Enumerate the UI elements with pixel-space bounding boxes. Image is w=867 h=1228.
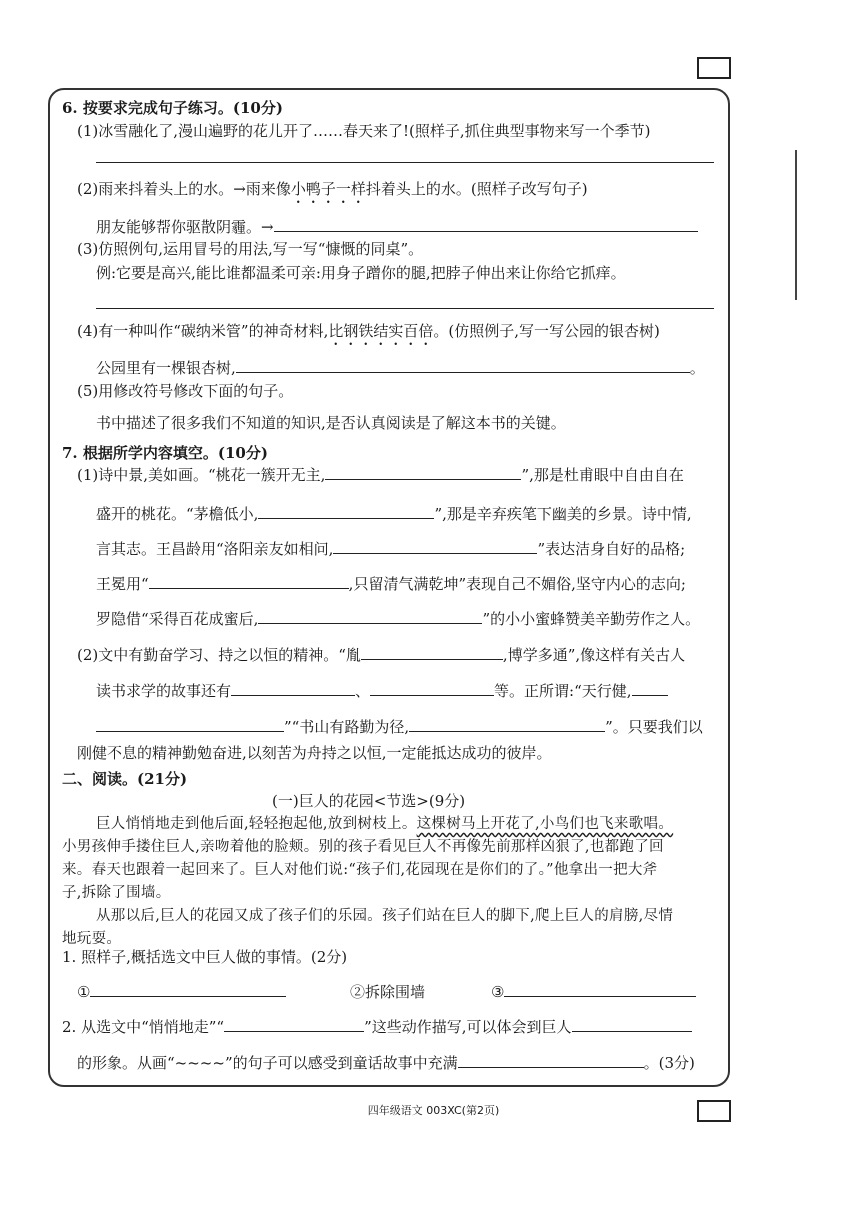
q7-blank-8[interactable] bbox=[370, 681, 494, 696]
q7-line6-text-b: ,博学多通”,像这样有关古人 bbox=[502, 646, 686, 664]
q6-item1-answer-line[interactable] bbox=[96, 162, 714, 163]
passage-p1-line4: 子,拆除了围墙。 bbox=[62, 885, 171, 901]
reading-q2-blank-1[interactable] bbox=[224, 1017, 364, 1032]
reading-q1-answers bbox=[77, 981, 286, 1003]
passage-p1-line2: 小男孩伸手搂住巨人,亲吻着他的脸颊。别的孩子看见巨人不再像先前那样凶狠了,也都跑了回 bbox=[62, 839, 664, 855]
q7-blank-6[interactable] bbox=[361, 645, 503, 660]
passage-p1-text: 巨人悄悄地走到他后面,轻轻抱起他,放到树枝上。 bbox=[96, 816, 417, 832]
q7-line7-text-a: 读书求学的故事还有 bbox=[96, 682, 232, 700]
q7-blank-1[interactable] bbox=[325, 465, 521, 480]
q6-item4 bbox=[77, 320, 660, 349]
q7-line5-text-a: 罗隐借“采得百花成蜜后, bbox=[96, 610, 259, 628]
page-corner-box-top bbox=[697, 57, 731, 79]
q6-item4-dotted: 比钢铁结实百倍 bbox=[328, 322, 434, 340]
q7-line9: 刚健不息的精神勤勉奋进,以刻苦为舟持之以恒,一定能抵达成功的彼岸。 bbox=[77, 744, 552, 762]
q6-item2-prompt bbox=[96, 216, 698, 238]
q6-item2-prompt-text: 朋友能够帮你驱散阴霾。→ bbox=[96, 218, 274, 236]
q7-line6-text-a: (2)文中有勤奋学习、持之以恒的精神。“胤 bbox=[77, 646, 361, 664]
q6-item2-answer-blank[interactable] bbox=[274, 217, 698, 232]
reading-section-title: 二、阅读。(21分) bbox=[62, 770, 188, 788]
q7-line1-text-b: ”,那是杜甫眼中自由自在 bbox=[521, 466, 684, 484]
reading-passage-title: (一)巨人的花园<节选>(9分) bbox=[272, 792, 466, 810]
reading-q2-blank-2[interactable] bbox=[572, 1017, 692, 1032]
q6-item2 bbox=[77, 178, 588, 207]
q7-line6 bbox=[77, 644, 685, 666]
q7-blank-3[interactable] bbox=[333, 539, 537, 554]
q6-item2-dotted: 小鸭子一样 bbox=[290, 180, 366, 198]
passage-wavy-sentence: 这棵树马上开花了,小鸟们也飞来歌唱。 bbox=[416, 816, 674, 832]
q7-blank-7[interactable] bbox=[231, 681, 355, 696]
q7-line2 bbox=[96, 503, 692, 525]
q7-blank-5[interactable] bbox=[258, 609, 482, 624]
q6-item4-prompt-text: 公园里有一棵银杏树, bbox=[96, 359, 236, 377]
q7-blank-11[interactable] bbox=[409, 717, 605, 732]
q7-blank-9[interactable] bbox=[632, 681, 668, 696]
q7-line4-text-a: 王冕用“ bbox=[96, 575, 149, 593]
q7-blank-10[interactable] bbox=[96, 717, 284, 732]
reading-q1-item3 bbox=[491, 981, 696, 1003]
q6-item5-sentence: 书中描述了很多我们不知道的知识,是否认真阅读是了解这本书的关键。 bbox=[96, 414, 566, 432]
q6-item2-text-b: 抖着头上的水。(照样子改写句子) bbox=[365, 180, 588, 198]
reading-q2 bbox=[62, 1016, 692, 1038]
passage-p2-line1: 从那以后,巨人的花园又成了孩子们的乐园。孩子们站在巨人的脚下,爬上巨人的肩膀,尽情 bbox=[96, 908, 674, 924]
reading-q2-text-a: 2. 从选文中“悄悄地走”“ bbox=[62, 1018, 225, 1036]
q6-item4-end: 。 bbox=[689, 359, 705, 377]
q7-line8-text-b: ”。只要我们以 bbox=[605, 718, 703, 736]
passage-p1-line1 bbox=[96, 813, 673, 835]
q7-line7-text-c: 等。正所谓:“天行健, bbox=[494, 682, 632, 700]
q7-line8 bbox=[96, 716, 703, 738]
q6-item1: (1)冰雪融化了,漫山遍野的花儿开了……春天来了!(照样子,抓住典型事物来写一个季节) bbox=[77, 122, 651, 140]
q7-line4-text-b: ,只留清气满乾坤”表现自己不媚俗,坚守内心的志向; bbox=[348, 575, 686, 593]
q6-item3: (3)仿照例句,运用冒号的用法,写一写“慷慨的同桌”。 bbox=[77, 240, 424, 258]
q6-item3-example: 例:它要是高兴,能比谁都温柔可亲:用身子蹭你的腿,把脖子伸出来让你给它抓痒。 bbox=[96, 264, 626, 282]
q7-line3 bbox=[96, 538, 685, 560]
q7-line5 bbox=[96, 608, 700, 630]
q7-line3-text-a: 言其志。王昌龄用“洛阳亲友如相问, bbox=[96, 540, 334, 558]
q7-line8-text-a: ”“书山有路勤为径, bbox=[284, 718, 410, 736]
reading-q1-blank-3[interactable] bbox=[504, 982, 696, 997]
q6-item4-prompt bbox=[96, 357, 705, 379]
reading-q1-blank-1[interactable] bbox=[90, 982, 286, 997]
reading-q1-item1-label: ① bbox=[77, 983, 91, 1001]
passage-p2-line2: 地玩耍。 bbox=[62, 931, 122, 947]
page-footer: 四年级语文 003XC(第2页) bbox=[367, 1104, 500, 1117]
q6-item4-answer-blank[interactable] bbox=[236, 358, 690, 373]
binding-margin-line bbox=[795, 150, 797, 300]
q6-item5: (5)用修改符号修改下面的句子。 bbox=[77, 382, 294, 400]
q7-blank-2[interactable] bbox=[258, 504, 434, 519]
q7-line3-text-b: ”表达洁身自好的品格; bbox=[537, 540, 686, 558]
q7-line1-text-a: (1)诗中景,美如画。“桃花一簇开无主, bbox=[77, 466, 326, 484]
q7-line4 bbox=[96, 573, 686, 595]
q7-title: 7. 根据所学内容填空。(10分) bbox=[62, 444, 268, 462]
q7-line7 bbox=[96, 680, 668, 702]
reading-q1: 1. 照样子,概括选文中巨人做的事情。(2分) bbox=[62, 948, 348, 966]
reading-q2-blank-3[interactable] bbox=[458, 1053, 644, 1068]
reading-q2-line2-text: 的形象。从画“~~~~”的句子可以感受到童话故事中充满 bbox=[77, 1054, 458, 1072]
q6-item3-answer-line[interactable] bbox=[96, 308, 714, 309]
reading-q2-score: 。(3分) bbox=[643, 1054, 695, 1072]
passage-p1-line3: 来。春天也跟着一起回来了。巨人对他们说:“孩子们,花园现在是你们的了。”他拿出一把大斧 bbox=[62, 862, 658, 878]
q7-line5-text-b: ”的小小蜜蜂赞美辛勤劳作之人。 bbox=[482, 610, 701, 628]
reading-q1-item2: ②拆除围墙 bbox=[350, 983, 426, 1001]
q7-line2-text-b: ”,那是辛弃疾笔下幽美的乡景。诗中情, bbox=[434, 505, 692, 523]
q7-line1 bbox=[77, 464, 684, 486]
q6-item2-text-a: (2)雨来抖着头上的水。→雨来像 bbox=[77, 180, 291, 198]
q7-line7-separator: 、 bbox=[355, 682, 371, 700]
reading-q2-text-b: ”这些动作描写,可以体会到巨人 bbox=[364, 1018, 572, 1036]
q6-item4-text-b: 。(仿照例子,写一写公园的银杏树) bbox=[433, 322, 660, 340]
q6-item4-text-a: (4)有一种叫作“碳纳米管”的神奇材料, bbox=[77, 322, 329, 340]
reading-q2-line2 bbox=[77, 1052, 695, 1074]
q7-line2-text-a: 盛开的桃花。“茅檐低小, bbox=[96, 505, 259, 523]
reading-q1-item3-label: ③ bbox=[491, 983, 505, 1001]
q6-title: 6. 按要求完成句子练习。(10分) bbox=[62, 99, 283, 117]
q7-blank-4[interactable] bbox=[149, 574, 349, 589]
